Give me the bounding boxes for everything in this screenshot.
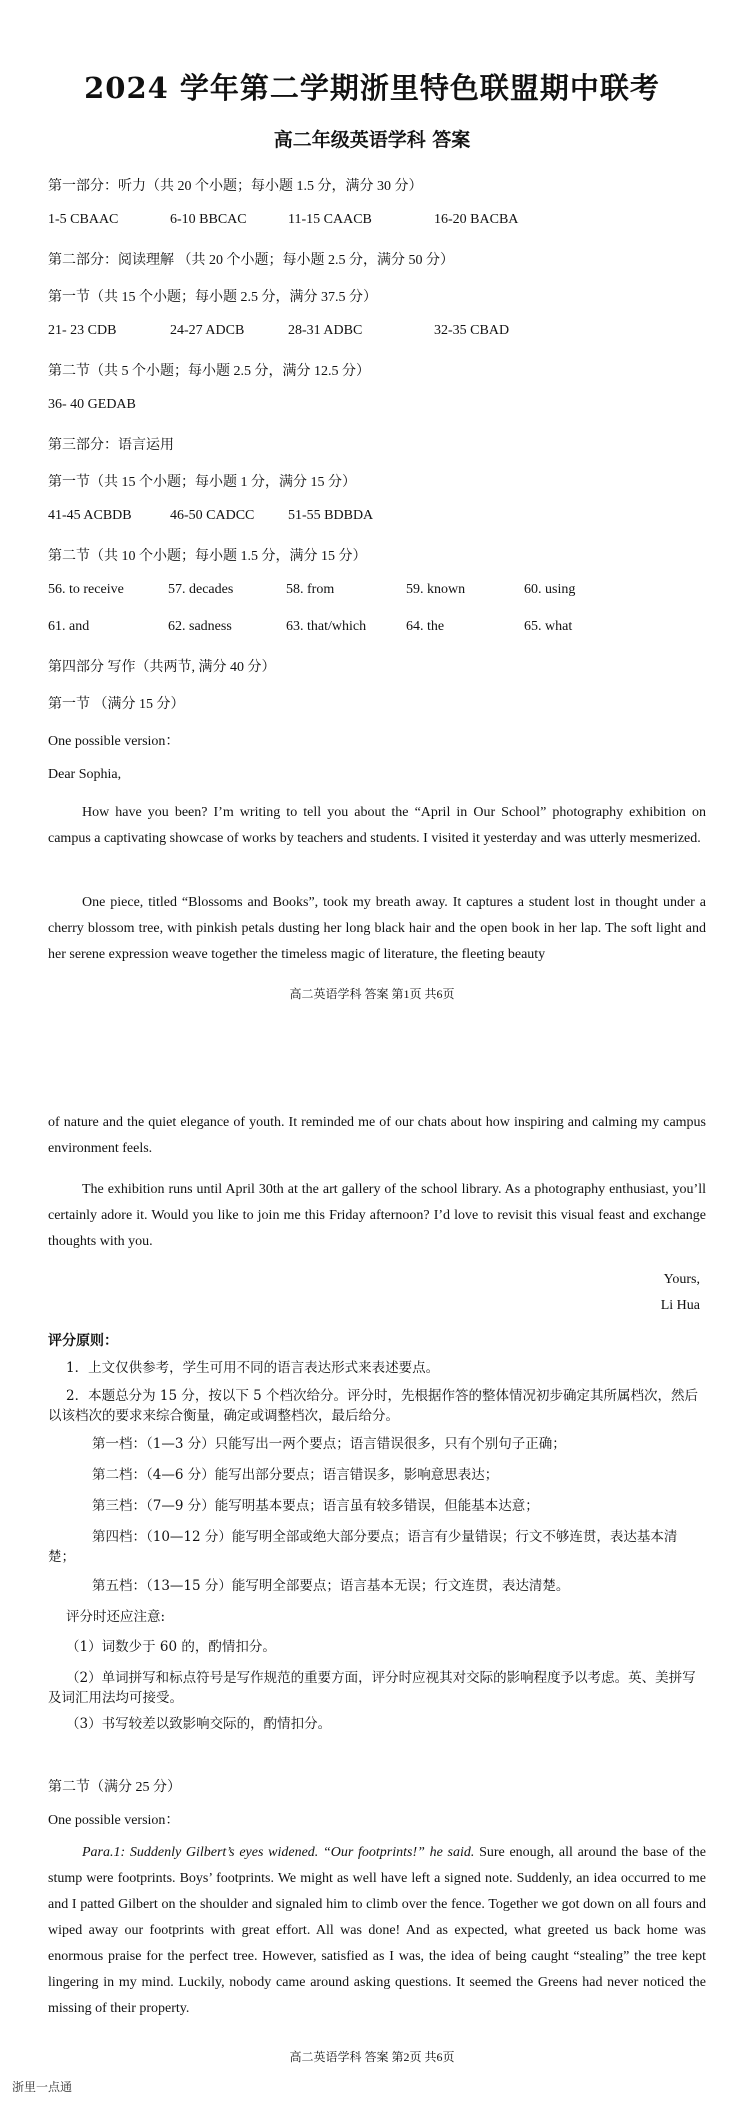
answer-word: 57. decades (168, 582, 234, 597)
part2-heading: 第二部分：阅读理解 （共 20 个小题；每小题 2.5 分，满分 50 分） (48, 253, 454, 268)
answer-group: 41-45 ACBDB (48, 508, 132, 523)
watermark-text: 浙里一点通 (12, 2080, 73, 2094)
page-footer: 高二英语学科 答案 第2页 共6页 (289, 2050, 455, 2064)
grading-tier-1: 第一档：（1—3 分）只能写出一两个要点；语言错误很多，只有个别句子正确； (92, 1436, 566, 1452)
page-footer: 高二英语学科 答案 第1页 共6页 (289, 987, 455, 1001)
paragraph-lead-sentence: Para.1: Suddenly Gilbert’s eyes widened. “Our footprints!” he said. (82, 1845, 475, 1860)
part3-section1-heading: 第一节（共 15 个小题；每小题 1 分，满分 15 分） (48, 475, 356, 490)
answer-word: 59. known (406, 582, 466, 597)
answer-group: 6-10 BBCAC (170, 212, 247, 227)
part2-section2-heading: 第二节（共 5 个小题；每小题 2.5 分，满分 12.5 分） (48, 364, 370, 379)
paragraph-body: Sure enough, all around the base of the stump were footprints. Boys’ footprints. We might as well have left a signed note. Suddenly, an idea occurred to me and I patted Gilbert on the shoulder and signaled him to climb over the fence. Together we got down on all fours and wiped away our footprints with great effort. All was done! And as expected, what greeted us back home was enormous praise for the perfect tree. However, satisfied as I was, the idea of being caught “stealing” the tree kept lingering in my mind. Luckily, nobody came around asking questions. It seemed the Greens had never noticed the missing of their property. (48, 1845, 706, 2016)
grading-tier-2: 第二档：（4—6 分）能写出部分要点；语言错误多，影响意思表达； (92, 1467, 499, 1483)
continuation-paragraph-1 (48, 1840, 706, 2022)
letter-paragraph-3: The exhibition runs until April 30th at the art gallery of the school library. As a photography enthusiast, you’ll certainly adore it. Would you like to join me this Friday afternoon? I’d love to revisit this visual feast and exchange thoughts with you. (48, 1182, 706, 1249)
letter-greeting: Dear Sophia, (48, 767, 122, 782)
letter-paragraph-1: How have you been? I’m writing to tell you about the “April in Our School” photography exhibition on campus a captivating showcase of works by teachers and students. I visited it yesterday and was utterly mesmerized. (48, 805, 706, 846)
answer-group: 46-50 CADCC (170, 508, 255, 523)
answer-word: 60. using (524, 582, 576, 597)
grading-note-3: （3）书写较差以致影响交际的，酌情扣分。 (66, 1716, 332, 1732)
answer-group: 11-15 CAACB (288, 212, 372, 227)
answer-word: 65. what (524, 619, 573, 634)
grading-notes-heading: 评分时还应注意: (66, 1609, 166, 1625)
part3-section2-heading: 第二节（共 10 个小题；每小题 1.5 分，满分 15 分） (48, 549, 367, 564)
grading-tier-3: 第三档：（7—9 分）能写明基本要点；语言虽有较多错误，但能基本达意； (92, 1498, 539, 1514)
grading-tier-4: 第四档：（10—12 分）能写明全部或绝大部分要点；语言有少量错误；行文不够连贯，表达基本清楚； (48, 1529, 678, 1565)
answer-group: 36- 40 GEDAB (48, 397, 136, 412)
grading-note-2: （2）单词拼写和标点符号是写作规范的重要方面，评分时应视其对交际的影响程度予以考虑。英、美拼写及词汇用法均可接受。 (48, 1670, 696, 1706)
part2-section1-heading: 第一节（共 15 个小题；每小题 2.5 分，满分 37.5 分） (48, 290, 377, 305)
letter-signature: Li Hua (660, 1298, 700, 1313)
grading-rule-2: 2．本题总分为 15 分，按以下 5 个档次给分。评分时，先根据作答的整体情况初步确定其所属档次，然后以该档次的要求来综合衡量，确定或调整档次，最后给分。 (48, 1388, 699, 1424)
grading-note-1: （1）词数少于 60 的，酌情扣分。 (66, 1639, 276, 1655)
answer-group: 21- 23 CDB (48, 323, 117, 338)
answer-group: 24-27 ADCB (170, 323, 245, 338)
answer-word: 62. sadness (168, 619, 232, 634)
letter-closing: Yours, (663, 1272, 700, 1287)
grading-heading: 评分原则： (48, 1333, 118, 1349)
part4-section1-heading: 第一节 （满分 15 分） (48, 697, 185, 712)
letter-paragraph-2-part-b: of nature and the quiet elegance of youth. It reminded me of our chats about how inspiring and calming my campus environment feels. (48, 1115, 706, 1156)
grading-rule-1: 1．上文仅供参考，学生可用不同的语言表达形式来表述要点。 (66, 1360, 440, 1376)
part3-heading: 第三部分：语言运用 (48, 438, 174, 453)
answer-group: 1-5 CBAAC (48, 212, 119, 227)
part4-section2-heading: 第二节（满分 25 分） (48, 1780, 181, 1795)
letter-paragraph-2-part-a: One piece, titled “Blossoms and Books”, took my breath away. It captures a student lost in thought under a cherry blossom tree, with pinkish petals dusting her long black hair and the open book in her lap. The soft light and her serene expression weave together the timeless magic of literature, the fleeting beauty (48, 895, 706, 962)
grading-tier-5: 第五档：（13—15 分）能写明全部要点；语言基本无误；行文连贯，表达清楚。 (92, 1578, 570, 1594)
answer-word: 64. the (406, 619, 445, 634)
answer-group: 32-35 CBAD (434, 323, 510, 338)
answer-word: 58. from (286, 582, 335, 597)
part1-heading: 第一部分：听力（共 20 个小题；每小题 1.5 分，满分 30 分） (48, 179, 423, 194)
answer-word: 56. to receive (48, 582, 124, 597)
exam-title: 2024 学年第二学期浙里特色联盟期中联考 (84, 71, 660, 105)
answer-group: 28-31 ADBC (288, 323, 363, 338)
part4-heading: 第四部分 写作（共两节, 满分 40 分） (48, 660, 276, 675)
answer-word: 63. that/which (286, 619, 367, 634)
answer-group: 51-55 BDBDA (288, 508, 374, 523)
exam-subtitle: 高二年级英语学科 答案 (273, 129, 471, 151)
answer-group: 16-20 BACBA (434, 212, 519, 227)
answer-page-1 (0, 0, 744, 1010)
version-label-2: One possible version： (48, 1813, 180, 1828)
answer-page-2 (0, 1110, 744, 2104)
version-label: One possible version： (48, 734, 180, 749)
answer-word: 61. and (48, 619, 90, 634)
